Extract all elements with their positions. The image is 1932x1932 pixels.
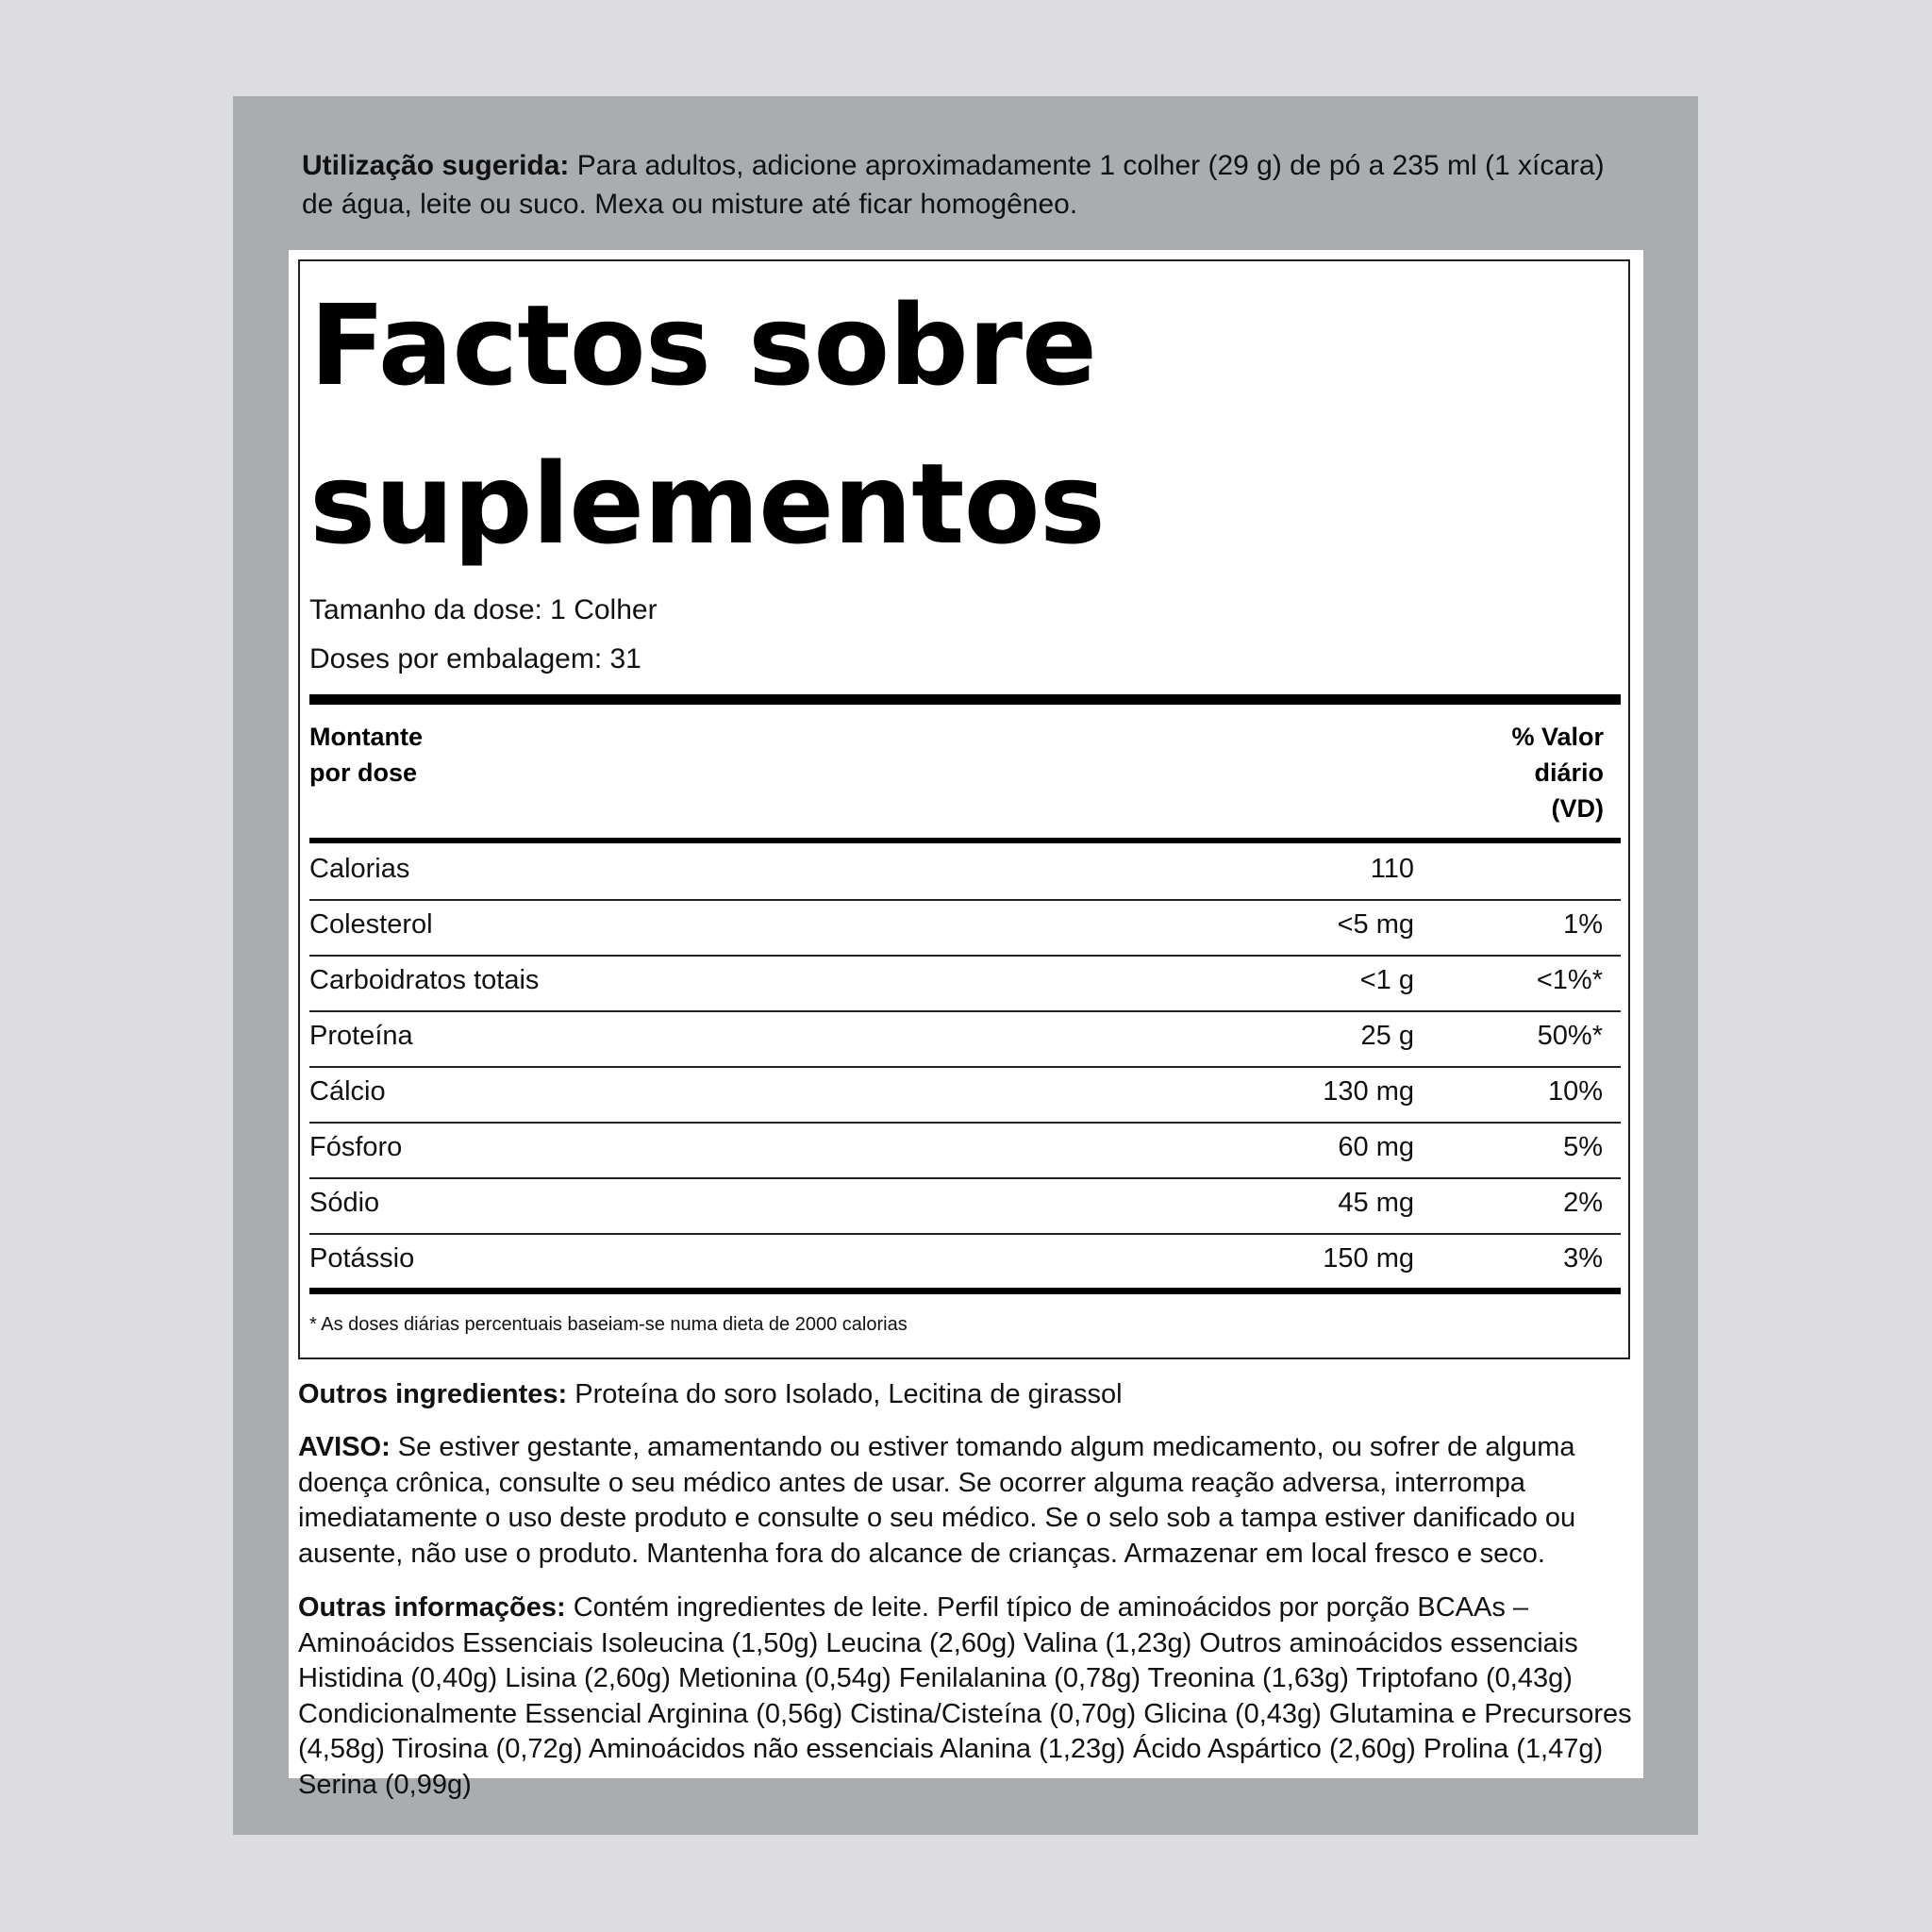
nutrient-amount: 110 — [1370, 854, 1414, 884]
nutrient-dv: 5% — [1563, 1132, 1603, 1162]
other-info-label: Outras informações: — [298, 1592, 566, 1623]
header-daily-value — [1511, 719, 1604, 826]
table-row — [309, 953, 1621, 1008]
nutrient-amount: 150 mg — [1323, 1243, 1414, 1274]
table-row — [309, 1175, 1621, 1230]
nutrient-name: Colesterol — [309, 909, 433, 940]
nutrient-dv: <1%* — [1536, 965, 1603, 995]
nutrient-amount: <5 mg — [1337, 909, 1414, 940]
suggested-use-label: Utilização sugerida: — [302, 150, 570, 181]
table-row — [309, 1064, 1621, 1119]
nutrient-dv: 3% — [1563, 1243, 1603, 1274]
nutrient-name: Sódio — [309, 1188, 380, 1218]
facts-title: Factos sobre suplementos — [309, 280, 1105, 569]
suggested-use — [302, 146, 1641, 224]
table-row — [309, 1008, 1621, 1063]
table-row — [309, 1231, 1621, 1286]
suggested-use-text: Para adultos, adicione aproximadamente 1 colher (29 g) de pó a 235 ml (1 xícara) de água, leite ou suco. Mexa ou misture até ficar homogêneo. — [302, 150, 1605, 220]
table-row — [309, 1120, 1621, 1174]
warning-text: Se estiver gestante, amamentando ou estiver tomando algum medicamento, ou sofrer de alguma doença crônica, consulte o seu médico antes de usar. Se ocorrer alguma reação adversa, interrompa imediatamente o uso deste produto e consulte o seu médico. Se o selo sob a tampa estiver danificado ou ausente, não use o produto. Mantenha fora do alcance de crianças. Armazenar em local fresco e seco. — [298, 1432, 1576, 1569]
header-amount — [309, 719, 423, 791]
header-dv-line1: % Valor — [1511, 723, 1604, 751]
nutrient-name: Proteína — [309, 1021, 413, 1051]
nutrient-amount: <1 g — [1359, 965, 1414, 995]
thick-divider-bottom — [309, 1288, 1621, 1294]
other-info-text: Contém ingredientes de leite. Perfil típico de aminoácidos por porção BCAAs – Aminoácidos Essenciais Isoleucina (1,50g) Leucina (2,60g) Valina (1,23g) Outros aminoácidos essenciais Histidina (0,40g) Lisina (2,60g) Metionina (0,54g) Fenilalanina (0,78g) Treonina (1,63g) Triptofano (0,43g) Condicionalmente Essencial Arginina (0,56g) Cistina/Cisteína (0,70g) Glicina (0,43g) Glutamina e Precursores (4,58g) Tirosina (0,72g) Aminoácidos não essenciais Alanina (1,23g) Ácido Aspártico (2,60g) Prolina (1,47g) Serina (0,99g) — [298, 1592, 1632, 1800]
header-dv-line3: (VD) — [1551, 794, 1604, 823]
nutrient-amount: 130 mg — [1323, 1076, 1414, 1107]
nutrient-name: Fósforo — [309, 1132, 403, 1162]
header-amount-line2: por dose — [309, 758, 418, 787]
warning-label: AVISO: — [298, 1432, 391, 1462]
other-information — [298, 1591, 1638, 1803]
nutrient-amount: 45 mg — [1338, 1188, 1414, 1218]
nutrient-dv: 50%* — [1537, 1021, 1603, 1051]
header-dv-line2: diário — [1534, 758, 1604, 787]
table-row — [309, 841, 1621, 896]
other-ingredients-label: Outros ingredientes: — [298, 1379, 568, 1409]
other-ingredients-text: Proteína do soro Isolado, Lecitina de girassol — [567, 1379, 1123, 1409]
nutrient-name: Cálcio — [309, 1076, 386, 1107]
nutrient-dv: 10% — [1547, 1076, 1603, 1107]
nutrient-dv: 1% — [1563, 909, 1603, 940]
nutrient-amount: 60 mg — [1338, 1132, 1414, 1162]
serving-size: Tamanho da dose: 1 Colher — [309, 594, 658, 625]
header-amount-line1: Montante — [309, 723, 423, 751]
nutrient-name: Calorias — [309, 854, 410, 884]
servings-per-container: Doses por embalagem: 31 — [309, 643, 641, 675]
daily-value-footnote: * As doses diárias percentuais baseiam-se numa dieta de 2000 calorias — [309, 1314, 908, 1335]
table-row — [309, 897, 1621, 952]
thick-divider-top — [309, 694, 1621, 705]
nutrient-name: Carboidratos totais — [309, 965, 540, 995]
warning — [298, 1430, 1638, 1572]
nutrient-name: Potássio — [309, 1243, 415, 1274]
other-ingredients — [298, 1377, 1638, 1413]
nutrient-dv: 2% — [1563, 1188, 1603, 1218]
nutrient-amount: 25 g — [1360, 1021, 1414, 1051]
